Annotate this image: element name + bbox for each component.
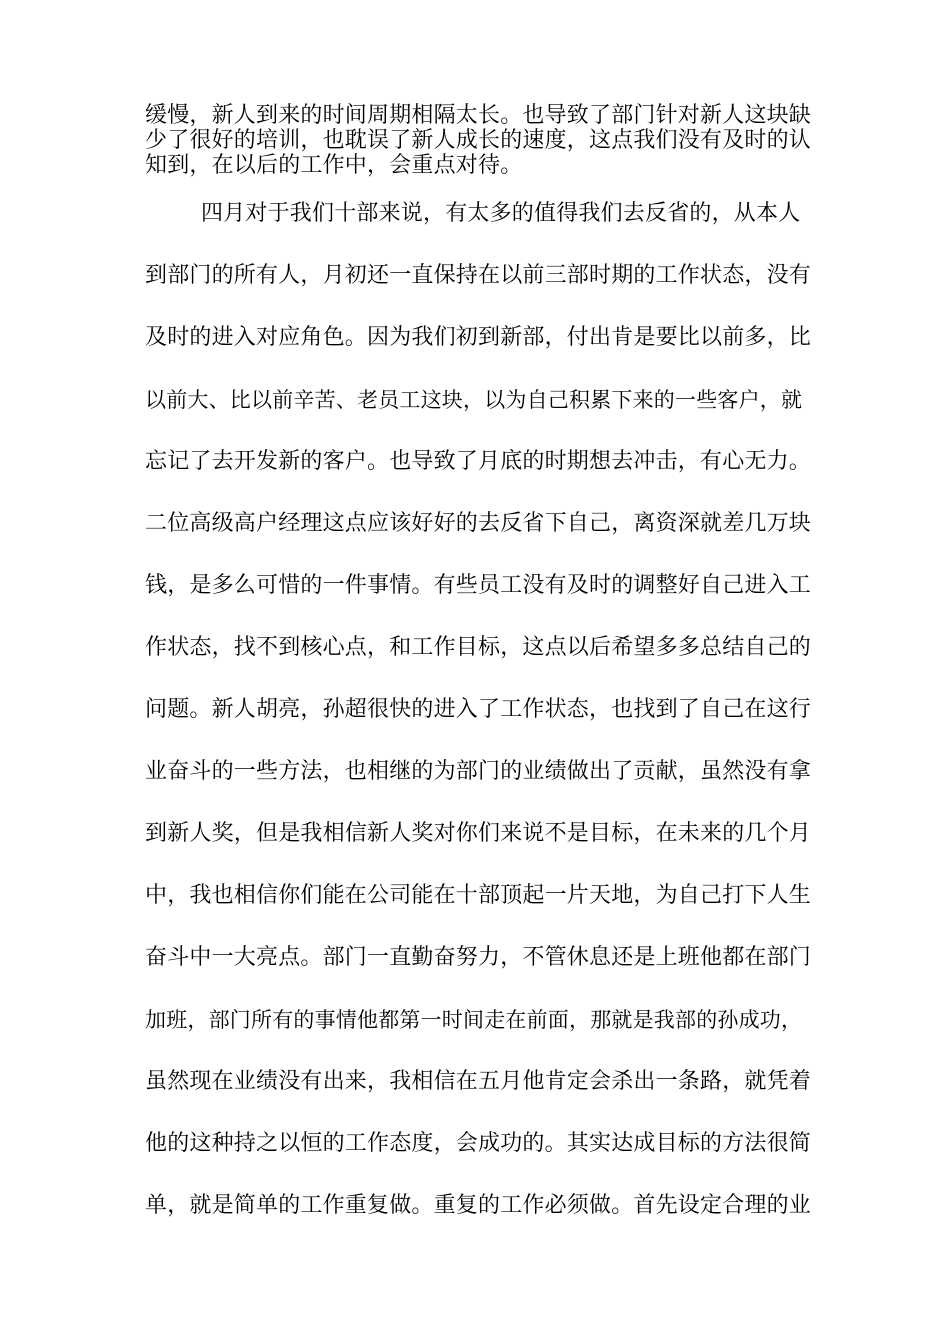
text-line: 问题。新人胡亮，孙超很快的进入了工作状态，也找到了自己在这行 <box>145 697 812 722</box>
text-line: 业奋斗的一些方法，也相继的为部门的业绩做出了贡献，虽然没有拿 <box>145 759 812 784</box>
text-line: 缓慢，新人到来的时间周期相隔太长。也导致了部门针对新人这块缺 <box>145 103 812 128</box>
text-line: 钱，是多么可惜的一件事情。有些员工没有及时的调整好自己进入工 <box>145 573 812 598</box>
text-line: 到新人奖，但是我相信新人奖对你们来说不是目标，在未来的几个月 <box>145 821 812 846</box>
text-line: 虽然现在业绩没有出来，我相信在五月他肯定会杀出一条路，就凭着 <box>145 1069 812 1094</box>
text-line: 以前大、比以前辛苦、老员工这块，以为自己积累下来的一些客户，就 <box>145 388 803 412</box>
text-line: 加班，部门所有的事情他都第一时间走在前面，那就是我部的孙成功， <box>145 1008 803 1032</box>
text-line: 二位高级高户经理这点应该好好的去反省下自己，离资深就差几万块 <box>145 511 812 536</box>
text-line: 到部门的所有人，月初还一直保持在以前三部时期的工作状态，没有 <box>145 263 812 288</box>
text-line: 及时的进入对应角色。因为我们初到新部，付出肯是要比以前多，比 <box>145 325 812 350</box>
text-line: 奋斗中一大亮点。部门一直勤奋努力，不管休息还是上班他都在部门 <box>145 945 812 970</box>
text-line: 忘记了去开发新的客户。也导致了月底的时期想去冲击，有心无力。 <box>145 449 812 474</box>
text-line: 单，就是简单的工作重复做。重复的工作必须做。首先设定合理的业 <box>145 1193 812 1218</box>
text-line: 知到，在以后的工作中，会重点对待。 <box>145 153 523 178</box>
text-line: 他的这种持之以恒的工作态度，会成功的。其实达成目标的方法很简 <box>145 1131 812 1156</box>
text-line: 作状态，找不到核心点，和工作目标，这点以后希望多多总结自己的 <box>145 635 812 660</box>
text-line: 少了很好的培训，也耽误了新人成长的速度，这点我们没有及时的认 <box>145 128 812 153</box>
paragraph-first-line: 四月对于我们十部来说，有太多的值得我们去反省的，从本人 <box>201 201 801 226</box>
text-line: 中，我也相信你们能在公司能在十部顶起一片天地，为自己打下人生 <box>145 883 812 908</box>
